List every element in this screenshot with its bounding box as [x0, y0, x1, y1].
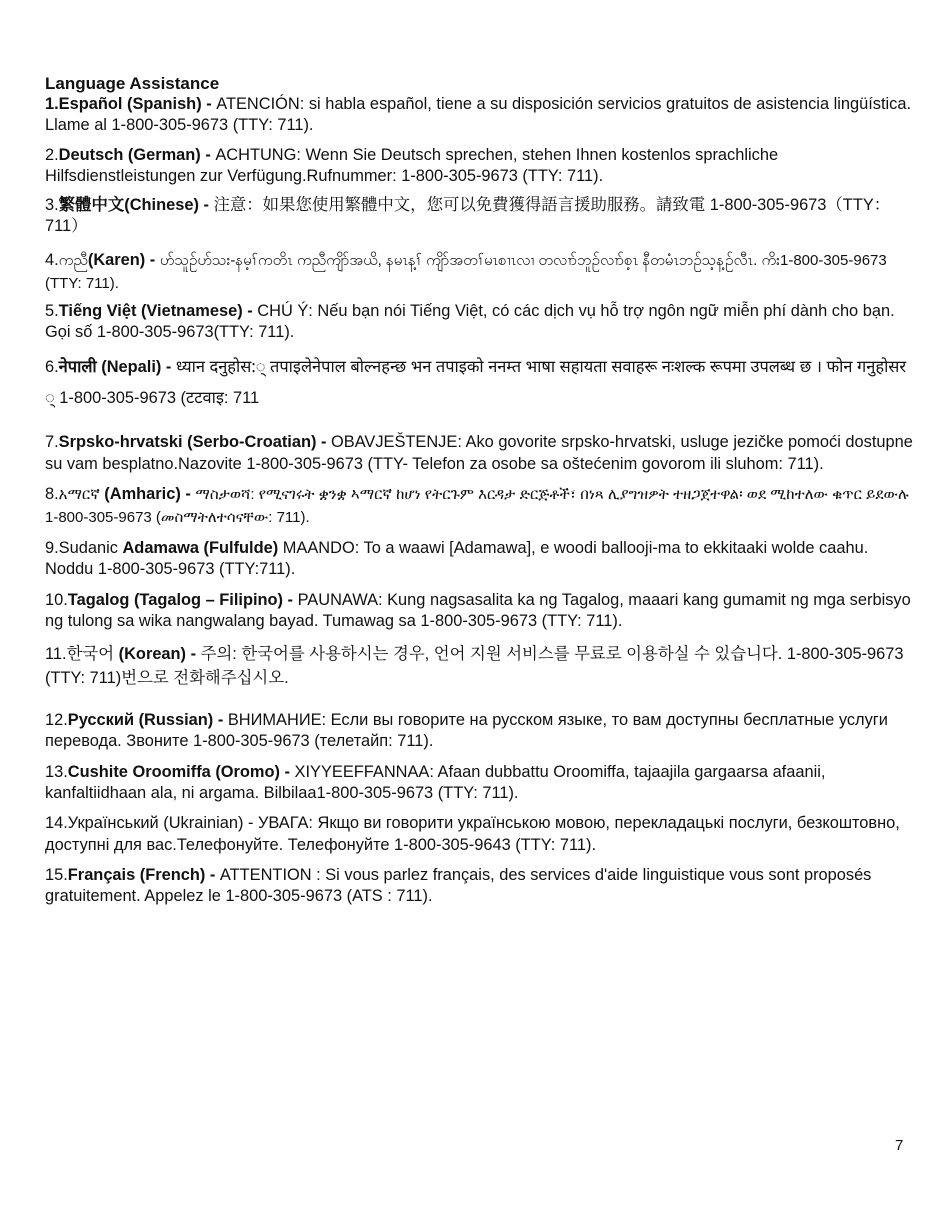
- language-entry-french: [45, 865, 915, 908]
- entry-number: 14.: [45, 814, 68, 833]
- separator: -: [198, 196, 214, 215]
- language-name: Srpsko-hrvatski (Serbo-Croatian): [58, 433, 317, 452]
- page-title: Language Assistance: [45, 74, 220, 93]
- page-number: 7: [895, 1137, 904, 1154]
- entry-number: 8.: [45, 484, 59, 503]
- entry-number: 15.: [45, 865, 68, 884]
- language-name: (Karen): [87, 250, 146, 269]
- language-native-name: አማርኛ: [58, 485, 100, 503]
- entry-number: 3.: [45, 196, 59, 215]
- language-entry-tagalog: [45, 590, 915, 633]
- entry-number: 6.: [45, 358, 59, 377]
- separator: -: [201, 95, 217, 113]
- entry-text: CHÚ Ý: Nếu bạn nói Tiếng Việt, có các dịch vụ hỗ trợ ngôn ngữ miễn phí dành cho bạn. Gọi số 1-800-305-9673(TTY: 711).: [45, 301, 895, 342]
- entry-text: УВАГА: Якщо ви говорити українською мовою, перекладацькі послуги, безкоштовно, доступні для вас.Телефонуйте. Телефонуйте 1-800-305-9643 (TTY: 711).: [45, 814, 900, 854]
- entry-text: ВНИМАНИЕ: Если вы говорите на русском языке, то вам доступны бесплатные услуги перевода. Звоните 1-800-305-9673 (телетайп: 711).: [45, 711, 888, 751]
- language-name: (Amharic): [99, 484, 181, 503]
- separator: -: [180, 484, 196, 503]
- entry-number: 1.: [45, 95, 59, 113]
- entry-text: XIYYEEFFANNAA: Afaan dubbattu Oroomiffa, tajaajila gargaarsa afaanii, kanfaltiidhaan ala, ni argama. Bilbilaa1-800-305-9673 (TTY: 711).: [45, 762, 826, 803]
- separator: -: [145, 250, 160, 269]
- separator: -: [213, 711, 228, 730]
- language-entry-korean: [45, 642, 915, 690]
- language-name: Український (Ukrainian) -: [67, 814, 258, 833]
- language-name: (Korean): [114, 645, 187, 664]
- entry-text: ဟ်သူဉ်ဟ်သး-နမ့ၢ်ကတိၤ ကညီကျိာ်အယိ, နမၤန့ၢ် ကျိာ်အတၢ်မၤစၢၤလၢ တလၢာ်ဘူဉ်လၢာ်စ့ၤ နီတမံၤဘဉ်သ့န့ဉ်လီၤ. ကိး1-800-305-9673 (TTY: 711).: [45, 251, 887, 292]
- language-name: Adamawa (Fulfulde): [122, 538, 279, 557]
- language-entry-oromo: [45, 762, 915, 805]
- language-native-name: ကညီ: [58, 251, 88, 269]
- separator: -: [205, 865, 220, 884]
- entry-number: 13.: [45, 762, 68, 781]
- entry-number: 12.: [45, 711, 68, 730]
- entry-number: 2.: [45, 145, 59, 164]
- entry-text: ACHTUNG: Wenn Sie Deutsch sprechen, stehen Ihnen kostenlos sprachliche Hilfsdienstleistungen zur Verfügung.Rufnummer: 1-800-305-9673 (TTY: 711).: [45, 145, 779, 185]
- entry-text: MAANDO: To a waawi [Adamawa], e woodi ballooji-ma to ekkitaaki wolde caahu. Noddu 1-800-305-9673 (TTY:711).: [45, 538, 869, 579]
- language-name: नेपाली (Nepali): [58, 358, 162, 377]
- language-name: Español (Spanish): [58, 95, 202, 113]
- entry-text: ध्यान दनुहोस:् तपाइलेनेपाल बोल्नहन्छ भन तपाइको ननम्त भाषा सहायता सवाहरू नःशल्क रूपमा उपलब्ध छ । फोन गनुहोसर ् 1-800-305-9673 (टटवाइ: 711: [45, 358, 907, 408]
- language-native-name: 한국어: [66, 645, 115, 664]
- document-page: [45, 73, 915, 908]
- entry-number: 9.Sudanic: [45, 538, 123, 557]
- entry-number: 4.: [45, 250, 59, 269]
- entry-text: 주의: 한국어를 사용하시는 경우, 언어 지원 서비스를 무료로 이용하실 수 있습니다. 1-800-305-9673 (TTY: 711)번으로 전화해주십시오.: [45, 645, 904, 688]
- entry-number: 7.: [45, 433, 59, 452]
- language-entry-russian: [45, 710, 915, 753]
- separator: -: [316, 433, 332, 452]
- language-name: Français (French): [67, 865, 206, 884]
- entry-text: OBAVJEŠTENJE: Ako govorite srpsko-hrvatski, usluge jezičke pomoći dostupne su vam besplatno.Nazovite 1-800-305-9673 (TTY- Telefon za osobe sa oštećenim govorom ili sluhom: 711).: [45, 433, 913, 473]
- separator: -: [200, 145, 216, 164]
- separator: -: [161, 358, 176, 377]
- language-name: Deutsch (German): [58, 145, 201, 164]
- language-entry-ukrainian: [45, 813, 915, 856]
- entry-number: 5.: [45, 301, 59, 320]
- language-entry-amharic: [45, 483, 915, 529]
- separator: -: [283, 590, 298, 609]
- separator: -: [242, 301, 258, 320]
- entry-text: ATENCIÓN: si habla español, tiene a su disposición servicios gratuitos de asistencia lingüística. Llame al 1-800-305-9673 (TTY: 711).: [45, 95, 912, 135]
- language-entry-serbo-croatian: [45, 432, 915, 475]
- language-entry-german: [45, 145, 915, 188]
- language-name: Русский (Russian): [67, 711, 214, 730]
- language-entry-fulfulde: [45, 538, 915, 581]
- entry-text: ማስታወሻ: የሚናገሩት ቋንቋ ኣማርኛ ከሆነ የትርጉም እርዳታ ድርጅቶች፣ በነጻ ሊያግዝዎት ተዘጋጀተዋል፡ ወደ ሚከተለው ቁጥር ይደውሉ 1-800-305-9673 (መስማትለተሳናቸው: 711).: [45, 485, 909, 526]
- language-name: Tagalog (Tagalog – Filipino): [67, 590, 283, 609]
- language-entry-spanish: [45, 94, 915, 137]
- language-entry-karen: [45, 249, 915, 295]
- language-entry-nepali: [45, 352, 915, 414]
- language-entry-chinese: [45, 195, 915, 238]
- language-entry-vietnamese: [45, 301, 915, 344]
- entry-text: ATTENTION : Si vous parlez français, des services d'aide linguistique vous sont proposés gratuitement. Appelez le 1-800-305-9673 (ATS : 711).: [45, 865, 872, 906]
- language-name: Cushite Oroomiffa (Oromo): [67, 762, 280, 781]
- entry-number: 10.: [45, 590, 68, 609]
- separator: -: [186, 645, 201, 664]
- language-name: Tiếng Việt (Vietnamese): [58, 301, 243, 320]
- entry-text: PAUNAWA: Kung nagsasalita ka ng Tagalog, maaari kang gumamit ng mga serbisyo ng tulong sa wika nangwalang bayad. Tumawag sa 1-800-305-9673 (TTY: 711).: [45, 590, 911, 630]
- separator: -: [279, 762, 295, 781]
- entry-text: 注意：如果您使用繁體中文，您可以免費獲得語言援助服務。請致電 1-800-305-9673（TTY：711）: [45, 196, 891, 236]
- language-name: 繁體中文(Chinese): [58, 196, 199, 215]
- entry-number: 11.: [45, 645, 67, 664]
